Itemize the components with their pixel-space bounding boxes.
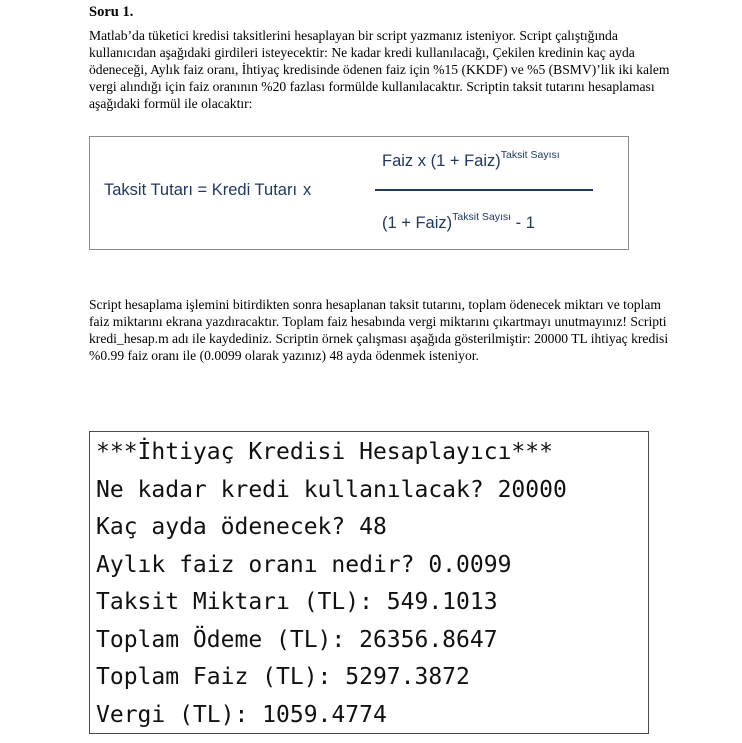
formula-denominator — [382, 211, 535, 233]
console-line: ***İhtiyaç Kredisi Hesaplayıcı*** — [96, 439, 553, 465]
formula-numerator-exponent: Taksit Sayısı — [500, 149, 560, 161]
question-intro-paragraph: Matlab’da tüketici kredisi taksitlerini hesaplayan bir script yazmanız isteniyor. Script çalıştığında kullanıcıdan aşağıdaki girdileri isteyecektir: Ne kadar kredi kullanılacağı, Çekilen kredinin kaç ayda ödeneceği, Aylık faiz oranı, İhtiyaç kredisinde ödenen faiz için %15 (KKDF) ve %5 (BSMV)’lik iki kalem vergi alındığı için faiz oranının %20 fazlası formülde kullanılacaktır. Scriptin taksit tutarını hesaplaması aşağıdaki formül ile olacaktır: — [89, 28, 670, 111]
question-heading: Soru 1. — [89, 4, 134, 20]
console-line: Vergi (TL): 1059.4774 — [96, 701, 387, 728]
formula-denominator-exponent: Taksit Sayısı — [452, 211, 512, 223]
formula-denominator-tail: - 1 — [511, 214, 535, 232]
formula-fraction-bar — [375, 189, 593, 191]
console-line: Taksit Miktarı (TL): 549.1013 — [96, 589, 498, 615]
question-instructions-paragraph: Script hesaplama işlemini bitirdikten sonra hesaplanan taksit tutarını, toplam ödenecek miktarı ve toplam faiz miktarını ekrana yazdıracaktır. Toplam faiz hesabında vergi miktarını çıkartmayı unutmayınız! Scripti kredi_hesap.m adı ile kaydediniz. Scriptin örnek çalışması aşağıda gösterilmiştir: 20000 TL ihtiyaç kredisi %0.99 faiz oranı ile (0.0099 olarak yazınız) 48 ayda ödenmek isteniyor. — [89, 297, 669, 363]
sample-console-output — [89, 431, 649, 734]
console-line: Toplam Ödeme (TL): 26356.8647 — [96, 626, 498, 653]
formula-box — [89, 136, 629, 250]
formula-numerator — [382, 149, 560, 171]
formula-numerator-text: Faiz x (1 + Faiz) — [382, 152, 501, 170]
formula-denominator-text: (1 + Faiz) — [382, 214, 453, 232]
console-line: Aylık faiz oranı nedir? 0.0099 — [96, 551, 512, 578]
console-line: Kaç ayda ödenecek? 48 — [96, 514, 387, 540]
console-line: Toplam Faiz (TL): 5297.3872 — [96, 664, 470, 690]
formula-lhs — [104, 181, 311, 200]
formula-lhs-text: Taksit Tutarı = Kredi Tutarı — [104, 181, 298, 199]
formula-times-sign: x — [303, 181, 312, 199]
console-line: Ne kadar kredi kullanılacak? 20000 — [96, 476, 567, 503]
